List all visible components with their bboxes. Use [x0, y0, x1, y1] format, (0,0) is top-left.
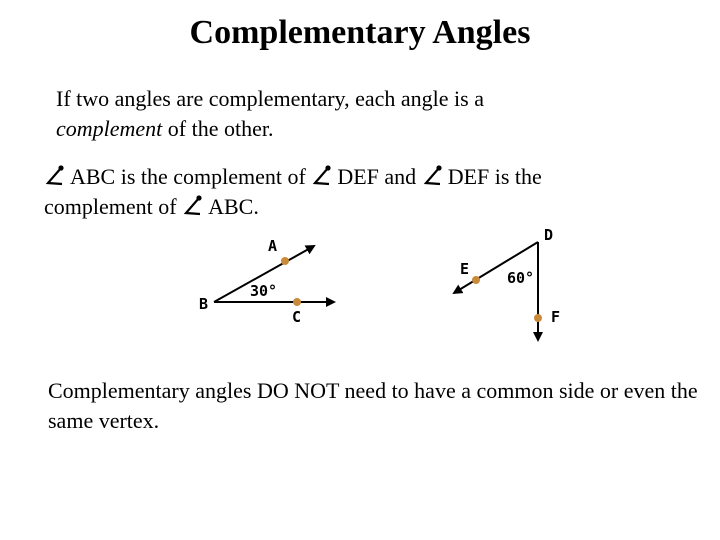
label-b: B — [199, 295, 209, 313]
intro-text-1: If two angles are complementary, each angle is a — [56, 86, 484, 111]
intro-text-2: of the other. — [167, 116, 274, 141]
label-f: F — [551, 308, 561, 326]
statement-text-2: DEF and — [337, 164, 417, 189]
angle-def-figure — [454, 226, 560, 340]
intro-emphasis: complement — [56, 116, 163, 141]
point-c — [293, 298, 301, 306]
label-e: D — [544, 226, 554, 244]
label-a: A — [268, 237, 278, 255]
label-c: C — [292, 308, 302, 326]
point-a — [281, 257, 289, 265]
angle-measure-30: 30° — [250, 282, 278, 300]
slide-title: Complementary Angles — [189, 14, 531, 51]
statement-text-1: ABC is the complement of — [70, 164, 306, 189]
statement-text-5: ABC. — [208, 194, 259, 219]
point-f — [534, 314, 542, 322]
label-d: E — [460, 260, 470, 278]
statement-text-4: complement of — [44, 194, 177, 219]
point-d — [472, 276, 480, 284]
angle-abc-figure — [199, 237, 334, 326]
statement-text-3: DEF is the — [447, 164, 542, 189]
note-paragraph: Complementary angles DO NOT need to have a common side or even the same vertex. — [48, 378, 698, 433]
angle-measure-60: 60° — [507, 269, 535, 287]
